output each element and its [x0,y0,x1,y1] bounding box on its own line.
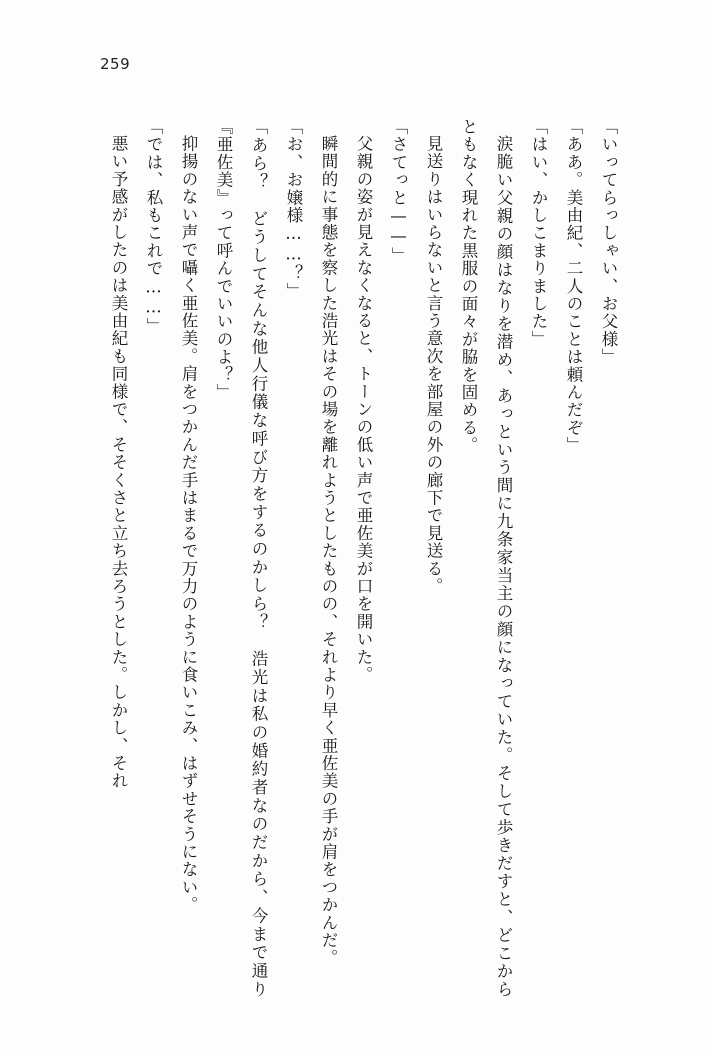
page-number: 259 [100,55,131,73]
paragraph: 抑揚のない声で囁く亜佐美。肩をつかんだ手はまるで万力のように食いこみ、はずせそうにない。 [179,135,198,914]
paragraph: 「お、お嬢様……？」 [284,118,303,300]
paragraph: 涙脆い父親の顔はなりを潜め、あっという間に九条家当主の顔になっていた。そして歩きだすと、どこからともなく現れた黒服の面々が脇を固める。 [459,118,513,998]
paragraph: 「あら？ どうしてそんな他人行儀な呼び方をするのかしら？ 浩光は私の婚約者なのだから、今まで通り『亜佐美』って呼んでいいのよ？」 [214,118,268,998]
paragraph: 見送りはいらないと言う意次を部屋の外の廊下で見送る。 [424,135,443,596]
body-text [86,118,626,998]
paragraph: 父親の姿が見えなくなると、トーンの低い声で亜佐美が口を開いた。 [354,135,373,684]
paragraph: 「はい、かしこまりました」 [529,118,548,349]
paragraph: 「いってらっしゃい、お父様」 [599,118,618,366]
paragraph: 「ああ。美由紀、二人のことは頼んだぞ」 [564,118,583,455]
paragraph: 悪い予感がしたのは美由紀も同様で、そそくさと立ち去ろうとした。しかし、それ [109,135,128,790]
paragraph: 「さてっと——」 [389,118,408,265]
paragraph: 「では、私もこれで……」 [144,118,163,336]
paragraph: 瞬間的に事態を察した浩光はその場を離れようとしたものの、それより早く亜佐美の手が肩をつかんだ。 [319,135,338,967]
